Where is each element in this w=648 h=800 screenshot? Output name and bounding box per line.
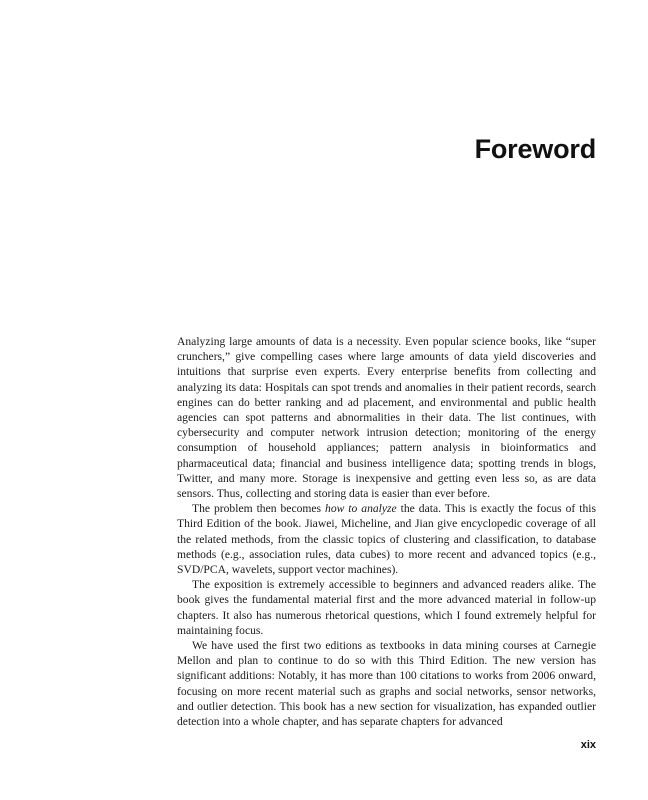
paragraph-2 — [177, 501, 596, 577]
paragraph-2-rest: the data. This is exactly the focus of this Third Edition of the book. Jiawei, Micheline, and Jian give encyclopedic coverage of all the related methods, from the classic topics of clustering and classification, to database methods (e.g., association rules, data cubes) to more recent and advanced topics (e.g., SVD/PCA, wavelets, support vector machines). — [177, 502, 596, 577]
paragraph-3: The exposition is extremely accessible to beginners and advanced readers alike. The book gives the fundamental material first and the more advanced material in follow-up chapters. It also has numerous rhetorical questions, which I found extremely helpful for maintaining focus. — [177, 578, 596, 637]
page-number: xix — [580, 739, 596, 751]
foreword-body — [177, 334, 596, 729]
chapter-title: Foreword — [474, 134, 596, 164]
paragraph-1: Analyzing large amounts of data is a necessity. Even popular science books, like “super crunchers,” give compelling cases where large amounts of data yield discoveries and intuitions that surprise even experts. Every enterprise benefits from collecting and analyzing its data: Hospitals can spot trends and anomalies in their patient records, search engines can do better ranking and ad placement, and environmental and public health agencies can spot patterns and abnormalities in their data. The list continues, with cybersecurity and computer network intrusion detection; monitoring of the energy consumption of household appliances; pattern analysis in bioinformatics and pharmaceutical data; financial and business intelligence data; spotting trends in blogs, Twitter, and many more. Storage is inexpensive and getting even less so, as are data sensors. Thus, collecting and storing data is easier than ever before. — [177, 335, 596, 501]
paragraph-4: We have used the first two editions as textbooks in data mining courses at Carnegie Mellon and plan to continue to do so with this Third Edition. The new version has significant additions: Notably, it has more than 100 citations to works from 2006 onward, focusing on more recent material such as graphs and social networks, sensor networks, and outlier detection. This book has a new section for visualization, has expanded outlier detection into a whole chapter, and has separate chapters for advanced — [177, 639, 596, 729]
paragraph-2-lead: The problem then becomes — [192, 502, 326, 516]
paragraph-2-emphasis: how to analyze — [325, 502, 397, 516]
